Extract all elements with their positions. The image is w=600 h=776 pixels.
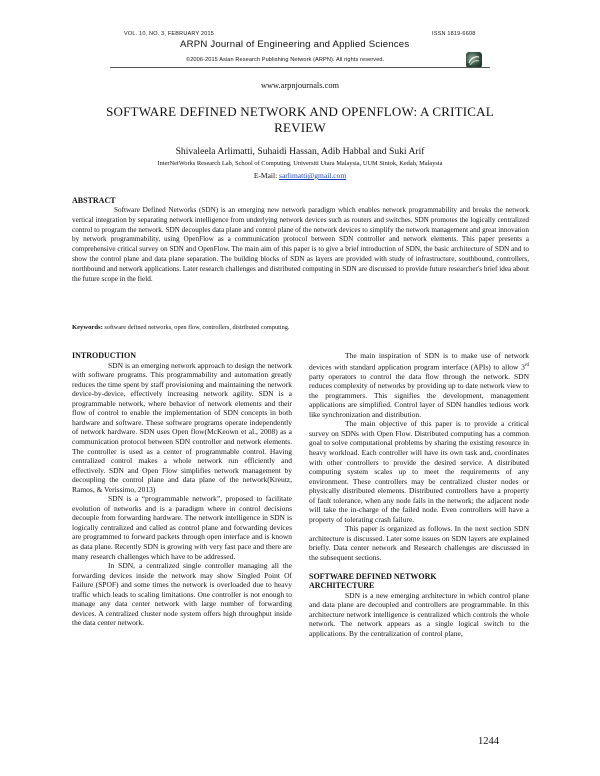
- keywords-label: Keywords:: [72, 324, 103, 331]
- introduction-heading: INTRODUCTION: [72, 351, 137, 360]
- journal-website[interactable]: www.arpnjournals.com: [260, 81, 340, 90]
- keywords-text: software defined networks, open flow, controllers, distributed computing.: [104, 324, 290, 331]
- architecture-heading-2: ARCHITECTURE: [309, 581, 375, 591]
- abstract-text: Software Defined Networks (SDN) is an emerging new network paradigm which enables network programmability and breaks the network vertical integration by separating network intelligence from underlying network devices such as routers and switches. SDN promotes the logically centralized control to program the network. SDN decouples data plane and control plane of the network devices to simplify the network management and great innovation by network programmability, using OpenFlow as a communication protocol between SDN controller and network elements. This paper presents a comprehensive critical survey on SDN and OpenFlow. The main aim of this paper is to give a brief introduction of SDN, the basic architecture of SDN and to show the control plane and data plane separation. The building blocks of SDN as layers are provided with study of infrastructure, southbound, controllers, northbound and network applications. Later research challenges and distributed computing in SDN are discussed to provide future researcher's brief idea about the future scope in the field.: [72, 206, 529, 283]
- right-column: [309, 351, 529, 638]
- paper-title: [70, 104, 530, 136]
- email-line: [0, 171, 600, 180]
- email-link[interactable]: sarlimatti@gmail.com: [279, 171, 347, 180]
- page-number: 1244: [478, 736, 499, 747]
- copyright-notice: ©2006-2015 Asian Research Publishing Network (ARPN). All rights reserved.: [186, 57, 385, 63]
- intro-paragraph-3: In SDN, a centralized single controller managing all the forwarding devices inside the network may show Singled Point Of Failure (SPOF) and some times the network is overloaded due to heavy traffic which leads to scaling limitations. One controller is not enough to manage any data center network with large number of forwarding devices. A centralized cluster node system offers high throughput inside the data center network.: [72, 561, 292, 628]
- intro-paragraph-4: [309, 351, 529, 419]
- title-line-1: SOFTWARE DEFINED NETWORK AND OPENFLOW: A CRITICAL: [106, 104, 494, 119]
- intro-paragraph-6: This paper is organized as follows. In the next section SDN architecture is discussed. Later some issues on SDN layers are explained briefly. Data center network and Research challenges are discussed in the subsequent sections.: [309, 524, 529, 562]
- issn: ISSN 1819-6608: [432, 31, 476, 37]
- intro-paragraph-1: SDN is an emerging network approach to design the network with software programs. This programmability and automation greatly reduces the time spent by staff provisioning and maintaining the network device-by-device, effectively increasing network agility. SDN is a programmable network, where behavior of network elements and their flow of control to enable the implementation of SDN concepts in both hardware and software. These software programs operate independently of network hardware. SDN uses Open flow(McKeown et al., 2008) as a communication protocol between SDN controller and network elements. The controller is used as a center of programmable control. Having centralized control makes a whole network run efficiently and effectively. SDN and Open Flow simplifies network management by decoupling the control plane and data plane of the network(Kreutz, Ramos, & Verissimo, 2013): [72, 360, 292, 494]
- section-gap: [309, 563, 529, 572]
- abstract-heading: ABSTRACT: [72, 196, 116, 205]
- journal-name: ARPN Journal of Engineering and Applied Sciences: [180, 39, 410, 50]
- intro-paragraph-5: The main objective of this paper is to provide a critical survey on SDNs with Open Flow. Distributed computing has a common goal to solve computational problems by sharing the existing resource in heavy workload. Each controller will have its own task and, coordinates with other controllers to provide the desired service. A distributed computing system scales up to meet the requirements of any environment. These controllers may be centralized cluster nodes or physically distributed elements. Distributed controllers have a property of fault tolerance, when any node fails in the network; the adjacent node will take the in-charge of the failed node. Even controllers will have a property of tolerating crash failure.: [309, 419, 529, 524]
- p4-superscript: rd: [524, 362, 529, 368]
- title-line-2: REVIEW: [274, 120, 326, 135]
- architecture-heading-1: SOFTWARE DEFINED NETWORK: [309, 571, 437, 581]
- intro-paragraph-2: SDN is a “programmable network”, proposed to facilitate evolution of networks and is a paradigm where in control decisions decouple from forwarding hardware. The network intelligence in SDN is logically centralized and called as control plane and forwarding devices are programmed to forward packets through open interface and is known as data plane. Recently SDN is growing with very fast pace and there are many research challenges which have to be addressed.: [72, 494, 292, 561]
- header-divider: [110, 67, 490, 68]
- journal-logo-icon: [466, 52, 482, 68]
- volume-info: VOL. 10, NO. 3, FEBRUARY 2015: [124, 31, 214, 37]
- p4-text-a: The main inspiration of SDN is to make use of network devices with standard application program interface (APIs) to allow 3: [309, 351, 529, 372]
- email-label: E-Mail:: [253, 171, 278, 180]
- keywords: [72, 324, 529, 331]
- left-column: [72, 351, 292, 628]
- architecture-paragraph-1: SDN is a new emerging architecture in which control plane and data plane are decoupled and controllers are programmable. In this architecture network intelligence is centralized which controls the whole network. The network appears as a single logical switch to the applications. By the centralization of control plane,: [309, 590, 529, 638]
- affiliation: InterNetWorks Research Lab, School of Computing, Universiti Utara Malaysia, UUM Sintok, Kedah, Malaysia: [157, 160, 443, 167]
- author-list: Shivaleela Arlimatti, Suhaidi Hassan, Adib Habbal and Suki Arif: [175, 146, 425, 157]
- p4-text-b: party operators to control the data flow through the network. SDN reduces complexity of networks by providing up to date network view to the programmers. This signifies the development, management applications are simplified. Control layer of SDN handles tedious work like synchronization and distribution.: [309, 371, 529, 419]
